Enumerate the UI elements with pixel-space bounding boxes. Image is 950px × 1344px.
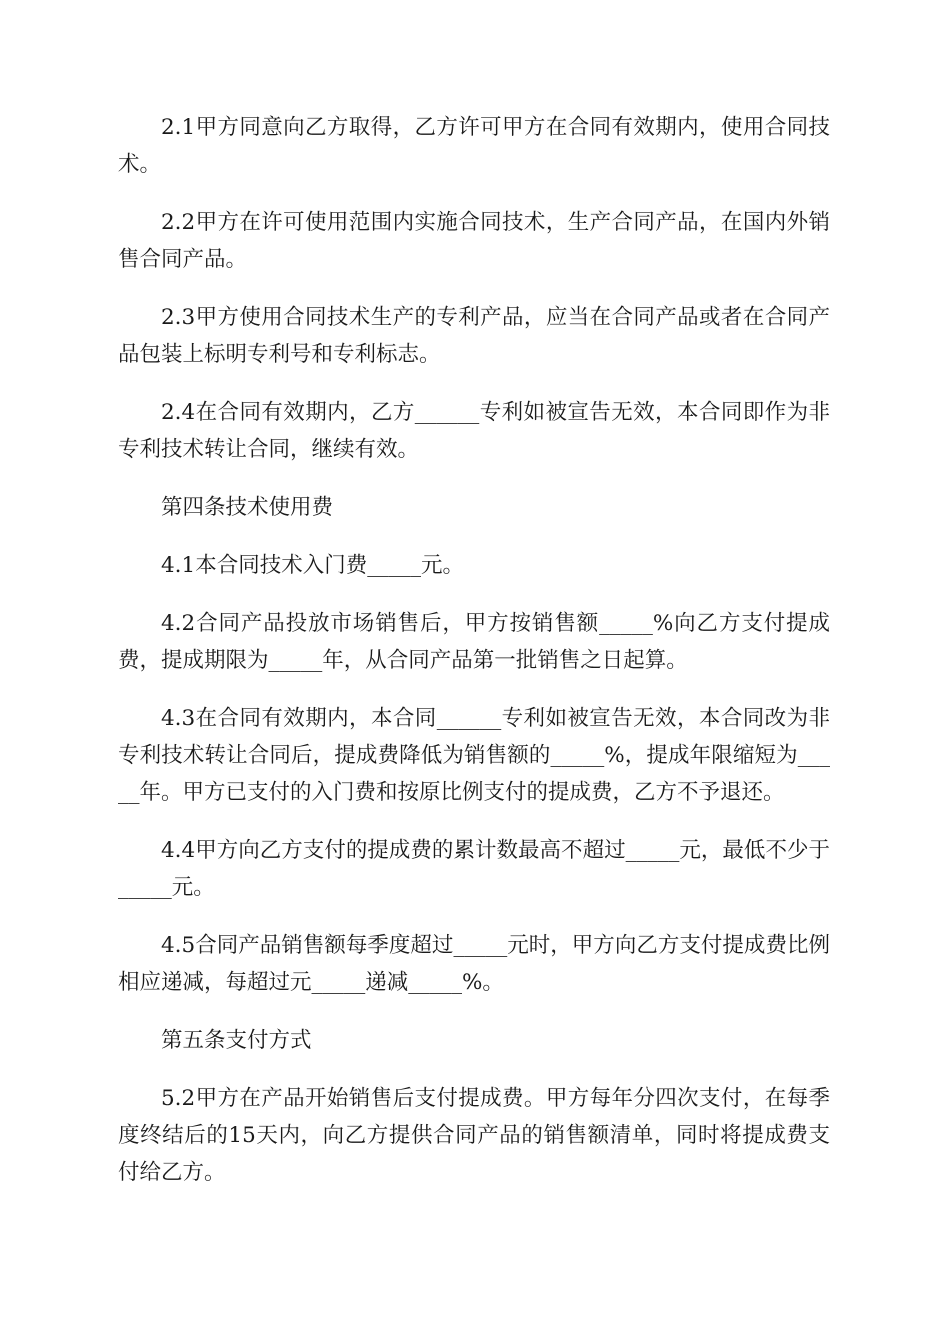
- clause-2-3: 2.3甲方使用合同技术生产的专利产品，应当在合同产品或者在合同产品包装上标明专利号和专利标志。: [118, 305, 830, 367]
- clause-2-2: 2.2甲方在许可使用范围内实施合同技术，生产合同产品，在国内外销售合同产品。: [118, 210, 830, 272]
- document-body: [118, 109, 830, 1212]
- clause-2-1: 2.1甲方同意向乙方取得，乙方许可甲方在合同有效期内，使用合同技术。: [118, 115, 830, 177]
- clause-4-4: 4.4甲方向乙方支付的提成费的累计数最高不超过_____元，最低不少于_____元。: [118, 838, 830, 900]
- clause-4-3: 4.3在合同有效期内，本合同______专利如被宣告无效，本合同改为非专利技术转让合同后，提成费降低为销售额的_____%，提成年限缩短为_____年。甲方已支付的入门费和按原比例支付的提成费，乙方不予退还。: [118, 706, 830, 805]
- clause-4-5: 4.5合同产品销售额每季度超过_____元时，甲方向乙方支付提成费比例相应递减，每超过元_____递减_____%。: [118, 933, 830, 995]
- clause-2-4: 2.4在合同有效期内，乙方______专利如被宣告无效，本合同即作为非专利技术转让合同，继续有效。: [118, 400, 830, 462]
- section-heading-article-5: 第五条支付方式: [161, 1028, 312, 1053]
- clause-4-2: 4.2合同产品投放市场销售后，甲方按销售额_____%向乙方支付提成费，提成期限为_____年，从合同产品第一批销售之日起算。: [118, 611, 830, 673]
- clause-4-1: 4.1本合同技术入门费_____元。: [161, 553, 464, 578]
- section-heading-article-4: 第四条技术使用费: [161, 495, 334, 520]
- clause-5-2: 5.2甲方在产品开始销售后支付提成费。甲方每年分四次支付，在每季度终结后的15天内，向乙方提供合同产品的销售额清单，同时将提成费支付给乙方。: [118, 1086, 830, 1185]
